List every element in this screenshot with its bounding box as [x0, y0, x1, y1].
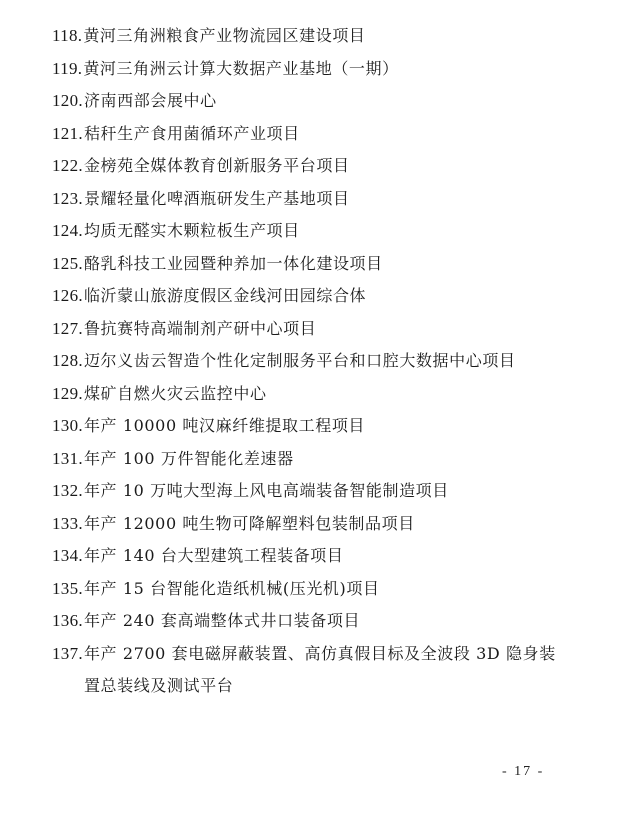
- list-item: [52, 313, 572, 346]
- item-number: 130.: [52, 416, 83, 435]
- page-number: - 17 -: [502, 764, 545, 779]
- item-title: 年产 100 万件智能化差速器: [83, 448, 294, 468]
- item-number: 125.: [52, 253, 83, 273]
- item-number: 136.: [52, 611, 83, 630]
- item-title: 酪乳科技工业园暨种养加一体化建设项目: [83, 253, 383, 273]
- list-item: [52, 573, 572, 606]
- item-number: 127.: [52, 318, 83, 338]
- list-item: [52, 248, 572, 281]
- item-title: 均质无醛实木颗粒板生产项目: [83, 221, 300, 240]
- project-list: [52, 20, 572, 703]
- item-title: 黄河三角洲云计算大数据产业基地（一期）: [83, 58, 399, 78]
- item-title: 年产 15 台智能化造纸机械(压光机)项目: [83, 578, 380, 598]
- item-number: 123.: [52, 188, 83, 208]
- item-number: 124.: [52, 221, 83, 240]
- item-number: 129.: [52, 383, 83, 403]
- list-item: [52, 20, 572, 53]
- item-title: 迈尔义齿云智造个性化定制服务平台和口腔大数据中心项目: [83, 351, 516, 370]
- item-title: 年产 140 台大型建筑工程装备项目: [83, 546, 344, 565]
- item-number: 121.: [52, 123, 83, 143]
- item-title: 年产 10 万吨大型海上风电高端装备智能制造项目: [83, 481, 449, 500]
- item-title: 临沂蒙山旅游度假区金线河田园综合体: [83, 286, 367, 305]
- item-number: 132.: [52, 481, 83, 500]
- item-title: 鲁抗赛特高端制剂产研中心项目: [83, 318, 317, 338]
- list-item: [52, 508, 572, 541]
- list-item: [52, 410, 572, 443]
- item-title: 金榜苑全媒体教育创新服务平台项目: [83, 156, 350, 175]
- item-number: 118.: [52, 26, 83, 45]
- item-title: 年产 10000 吨汉麻纤维提取工程项目: [83, 416, 366, 435]
- item-number: 135.: [52, 578, 83, 598]
- list-item: [52, 53, 572, 86]
- item-number: 134.: [52, 546, 83, 565]
- item-number: 120.: [52, 91, 83, 110]
- list-item: [52, 443, 572, 476]
- item-number: 137.: [52, 643, 83, 663]
- item-number: 131.: [52, 448, 83, 468]
- list-item: [52, 540, 572, 573]
- list-item: [52, 280, 572, 313]
- list-item: [52, 345, 572, 378]
- item-title: 秸秆生产食用菌循环产业项目: [83, 123, 300, 143]
- item-number: 133.: [52, 513, 83, 533]
- item-title: 济南西部会展中心: [83, 91, 217, 110]
- item-number: 119.: [52, 58, 83, 78]
- item-title: 黄河三角洲粮食产业物流园区建设项目: [83, 26, 366, 45]
- list-item: [52, 118, 572, 151]
- item-title: 年产 240 套高端整体式井口装备项目: [83, 611, 361, 630]
- list-item: [52, 378, 572, 411]
- list-item: [52, 605, 572, 638]
- item-title: 年产 2700 套电磁屏蔽装置、高仿真假目标及全波段 3D 隐身装置总装线及测试平台: [83, 643, 556, 695]
- item-number: 126.: [52, 286, 83, 305]
- list-item: [52, 638, 572, 703]
- list-item: [52, 215, 572, 248]
- list-item: [52, 85, 572, 118]
- list-item: [52, 475, 572, 508]
- item-number: 128.: [52, 351, 83, 370]
- item-number: 122.: [52, 156, 83, 175]
- item-title: 景耀轻量化啤酒瓶研发生产基地项目: [83, 188, 350, 208]
- list-item: [52, 150, 572, 183]
- list-item: [52, 183, 572, 216]
- item-title: 年产 12000 吨生物可降解塑料包装制品项目: [83, 513, 415, 533]
- item-title: 煤矿自燃火灾云监控中心: [83, 383, 267, 403]
